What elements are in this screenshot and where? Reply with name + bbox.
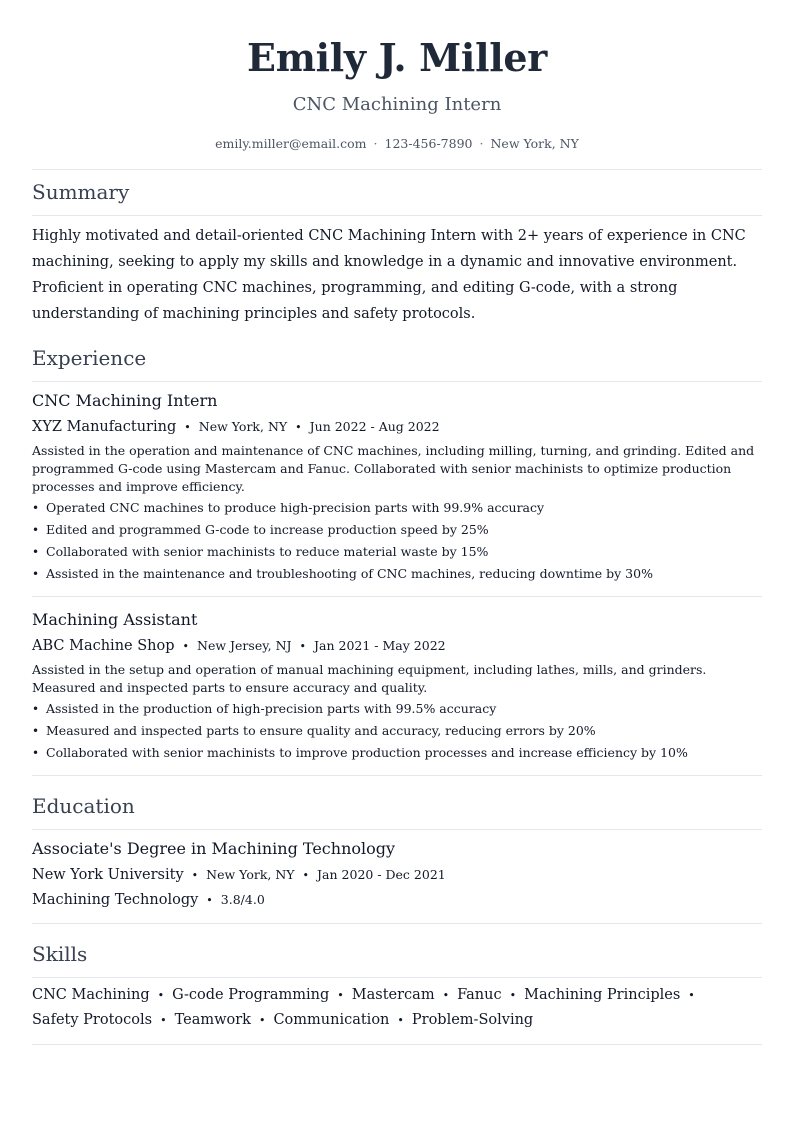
separator: • [258,1014,266,1027]
school-location: New York, NY [206,867,295,882]
skill-item: G-code Programming [172,987,330,1003]
separator: • [157,989,165,1002]
skill-item: Fanuc [457,987,502,1003]
location-text: New York, NY [490,136,579,151]
gpa: 3.8/4.0 [220,892,265,907]
divider [32,775,762,776]
email-link[interactable]: emily.miller@email.com [215,136,367,151]
list-item: • Collaborated with senior machinists to improve production processes and increase efficiency by 10% [32,742,762,764]
list-item: • Edited and programmed G-code to increase production speed by 25% [32,519,762,541]
separator: • [191,869,199,882]
contact-line [0,135,794,153]
summary-text: Highly motivated and detail-oriented CNC Machining Intern with 2+ years of experience in CNC machining, seeking to apply my skills and knowledge in a dynamic and innovative environment. Proficient in operating CNC machines, programming, and editing G-code, with a strong understanding of machining principles and safety protocols. [32,228,746,322]
skills-row [32,983,762,1008]
section-title-education: Education [32,794,135,818]
separator: • [299,640,307,653]
education-meta [32,865,446,886]
skill-item: CNC Machining [32,987,150,1003]
list-item: • Assisted in the production of high-precision parts with 99.5% accuracy [32,698,762,720]
section-title-summary: Summary [32,180,130,204]
job-title: Machining Assistant [32,610,198,629]
list-item: • Assisted in the maintenance and troubleshooting of CNC machines, reducing downtime by 30% [32,563,762,585]
divider [32,923,762,924]
list-item: • Collaborated with senior machinists to reduce material waste by 15% [32,541,762,563]
skill-item: Safety Protocols [32,1012,153,1028]
job-dates: Jan 2021 - May 2022 [314,638,446,653]
separator: • [302,869,310,882]
divider [32,381,762,382]
candidate-name: Emily J. Miller [247,35,547,80]
divider [32,977,762,978]
skills-list [32,983,762,1033]
phone-text: 123-456-7890 [384,136,473,151]
company-name: ABC Machine Shop [32,638,175,654]
separator: • [688,989,695,1002]
degree-title: Associate's Degree in Machining Technology [32,839,396,858]
divider [32,169,762,170]
company-name: XYZ Manufacturing [32,419,177,435]
job-dates: Jun 2022 - Aug 2022 [309,419,440,434]
separator: • [509,989,517,1002]
job-location: New York, NY [198,419,288,434]
separator: • [160,1014,167,1027]
skill-item: Problem-Solving [411,1012,534,1028]
separator: • [397,1014,404,1027]
separator: · [373,136,378,151]
separator: • [206,894,213,907]
job-achievements [32,698,762,764]
job-achievements [32,497,762,585]
skill-item: Mastercam [351,987,435,1003]
divider [32,1044,762,1045]
section-title-skills: Skills [32,942,88,966]
divider [32,215,762,216]
job-meta [32,636,446,657]
separator: • [295,421,302,434]
skill-item: Communication [273,1012,390,1028]
candidate-role: CNC Machining Intern [292,94,502,115]
skill-item: Machining Principles [524,987,681,1003]
job-description: Assisted in the operation and maintenance of CNC machines, including milling, turning, and grinding. Edited and programmed G-code using Mastercam and Fanuc. Collaborated with senior machinists to optimize production processes and improve efficiency. [32,443,755,494]
school-name: New York University [32,867,184,883]
separator: • [337,989,344,1002]
skill-item: Teamwork [174,1012,251,1028]
separator: • [182,640,190,653]
separator: • [442,989,450,1002]
skills-row [32,1008,762,1033]
job-title: CNC Machining Intern [32,391,218,410]
job-description: Assisted in the setup and operation of manual machining equipment, including lathes, mills, and grinders. Measured and inspected parts to ensure accuracy and quality. [32,662,707,695]
divider [32,829,762,830]
list-item: • Measured and inspected parts to ensure quality and accuracy, reducing errors by 20% [32,720,762,742]
separator: · [479,136,484,151]
job-meta [32,417,440,438]
field-of-study: Machining Technology [32,892,199,908]
list-item: • Operated CNC machines to produce high-precision parts with 99.9% accuracy [32,497,762,519]
section-title-experience: Experience [32,346,147,370]
divider [32,596,762,597]
education-dates: Jan 2020 - Dec 2021 [317,867,446,882]
separator: • [184,421,191,434]
job-location: New Jersey, NJ [197,638,292,653]
education-field [32,890,265,911]
